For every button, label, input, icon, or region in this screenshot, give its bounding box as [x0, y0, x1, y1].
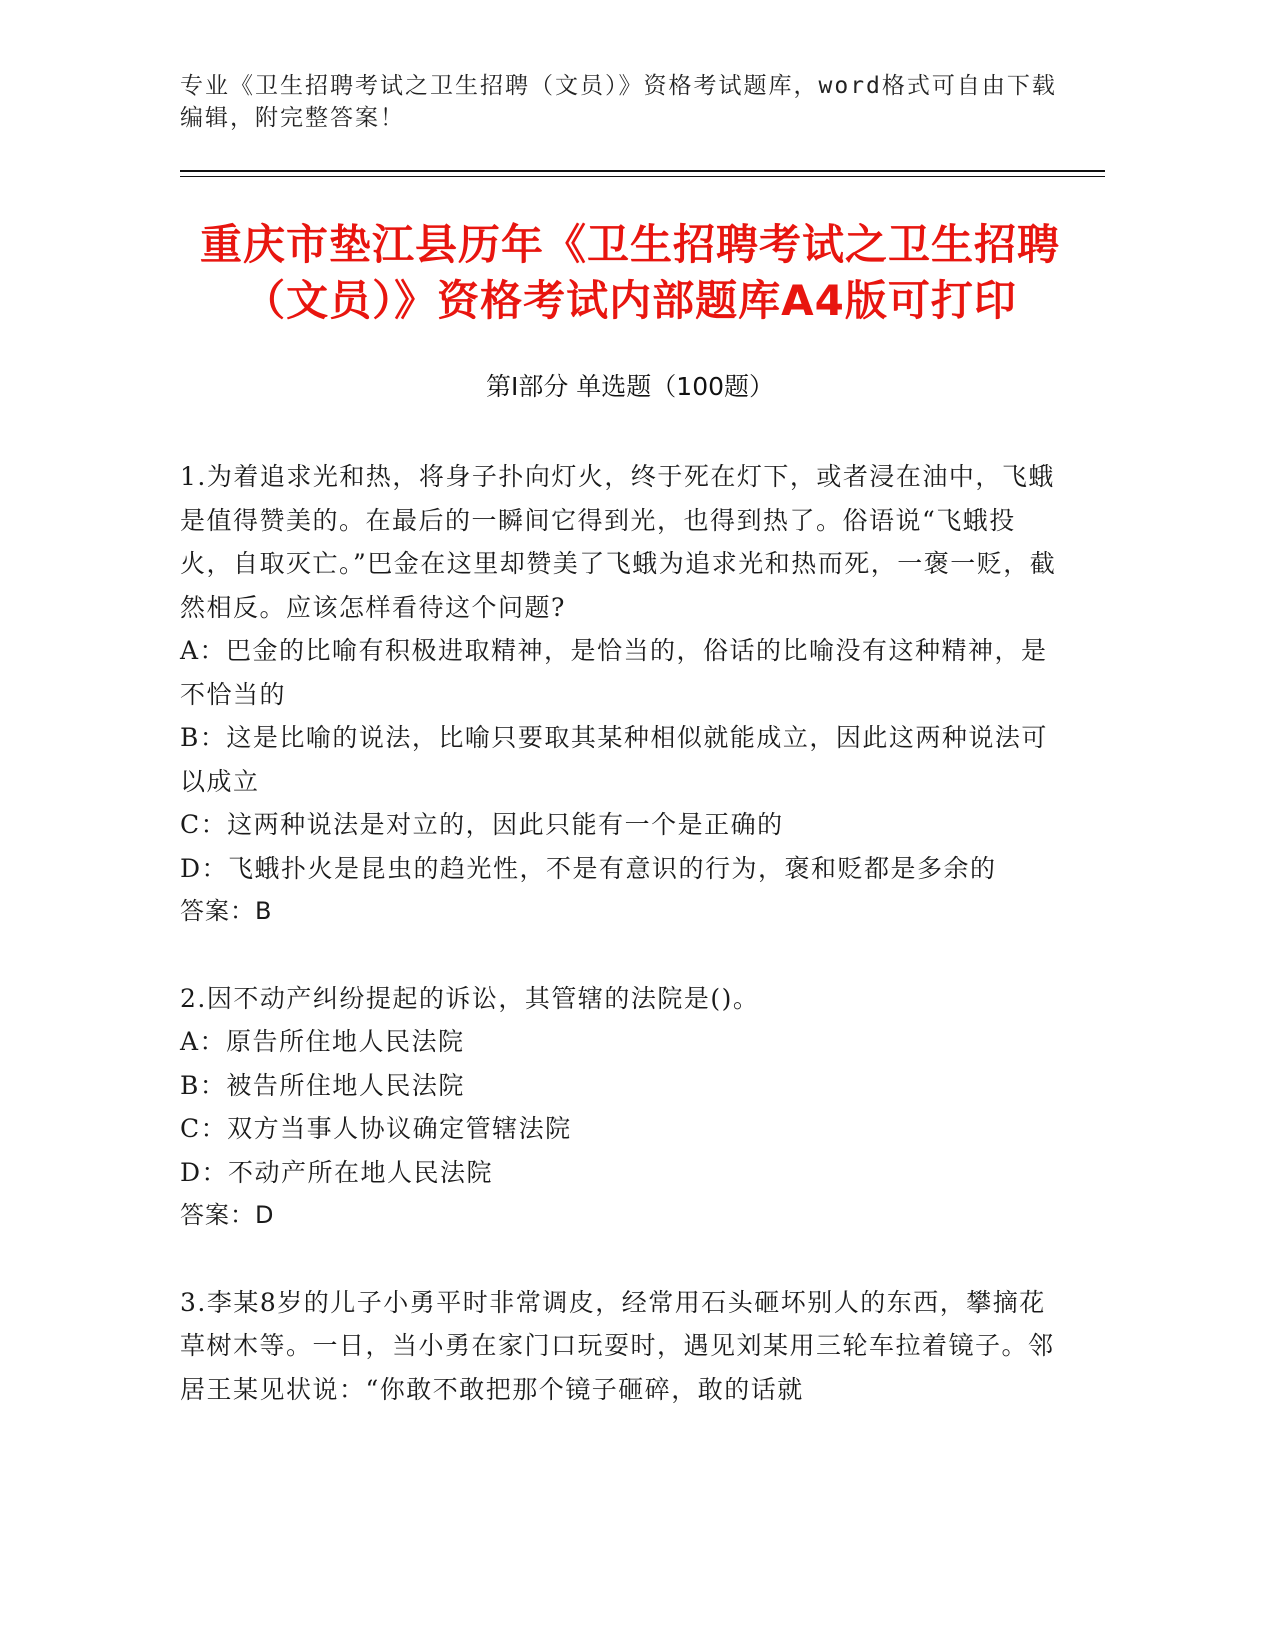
question-3	[180, 1281, 1060, 1412]
option-c: C：双方当事人协议确定管辖法院	[180, 1114, 572, 1143]
option-b: B：被告所住地人民法院	[180, 1070, 465, 1100]
section-title: 第Ⅰ部分 单选题（100题）	[485, 372, 775, 401]
question-text: 3.李某8岁的儿子小勇平时非常调皮，经常用石头砸坏别人的东西，攀摘花草树木等。一日，当小勇在家门口玩耍时，遇见刘某用三轮车拉着镜子。邻居王某见状说：“你敢不敢把那个镜子砸碎，敢的话就	[180, 1287, 1055, 1404]
header-divider-thick	[180, 170, 1105, 172]
option-a: A：原告所住地人民法院	[180, 1027, 465, 1056]
question-spacer	[180, 934, 1060, 977]
document-title: 重庆市垫江县历年《卫生招聘考试之卫生招聘（文员）》资格考试内部题库A4版可打印	[199, 220, 1060, 325]
option-a: A：巴金的比喻有积极进取精神，是恰当的，俗话的比喻没有这种精神，是不恰当的	[180, 636, 1048, 709]
header-divider-thin	[180, 176, 1105, 177]
header-note: 专业《卫生招聘考试之卫生招聘（文员）》资格考试题库，word格式可自由下载编辑，附完整答案！	[180, 73, 1057, 131]
option-d: D：不动产所在地人民法院	[180, 1157, 494, 1187]
option-b: B：这是比喻的说法，比喻只要取其某种相似就能成立，因此这两种说法可以成立	[180, 723, 1048, 796]
question-list	[180, 455, 1060, 1411]
question-1	[180, 455, 1060, 934]
answer: 答案：B	[180, 897, 273, 925]
option-c: C：这两种说法是对立的，因此只能有一个是正确的	[180, 810, 784, 839]
answer: 答案：D	[180, 1201, 275, 1229]
question-2	[180, 977, 1060, 1238]
question-text: 1.为着追求光和热，将身子扑向灯火，终于死在灯下，或者浸在油中，飞蛾是值得赞美的。在最后的一瞬间它得到光，也得到热了。俗语说“飞蛾投火，自取灭亡。”巴金在这里却赞美了飞蛾为追求光和热而死，一褒一贬，截然相反。应该怎样看待这个问题?	[180, 462, 1057, 622]
question-spacer	[180, 1238, 1060, 1281]
option-d: D：飞蛾扑火是昆虫的趋光性，不是有意识的行为，褒和贬都是多余的	[180, 853, 997, 883]
question-text: 2.因不动产纠纷提起的诉讼，其管辖的法院是()。	[180, 983, 760, 1013]
